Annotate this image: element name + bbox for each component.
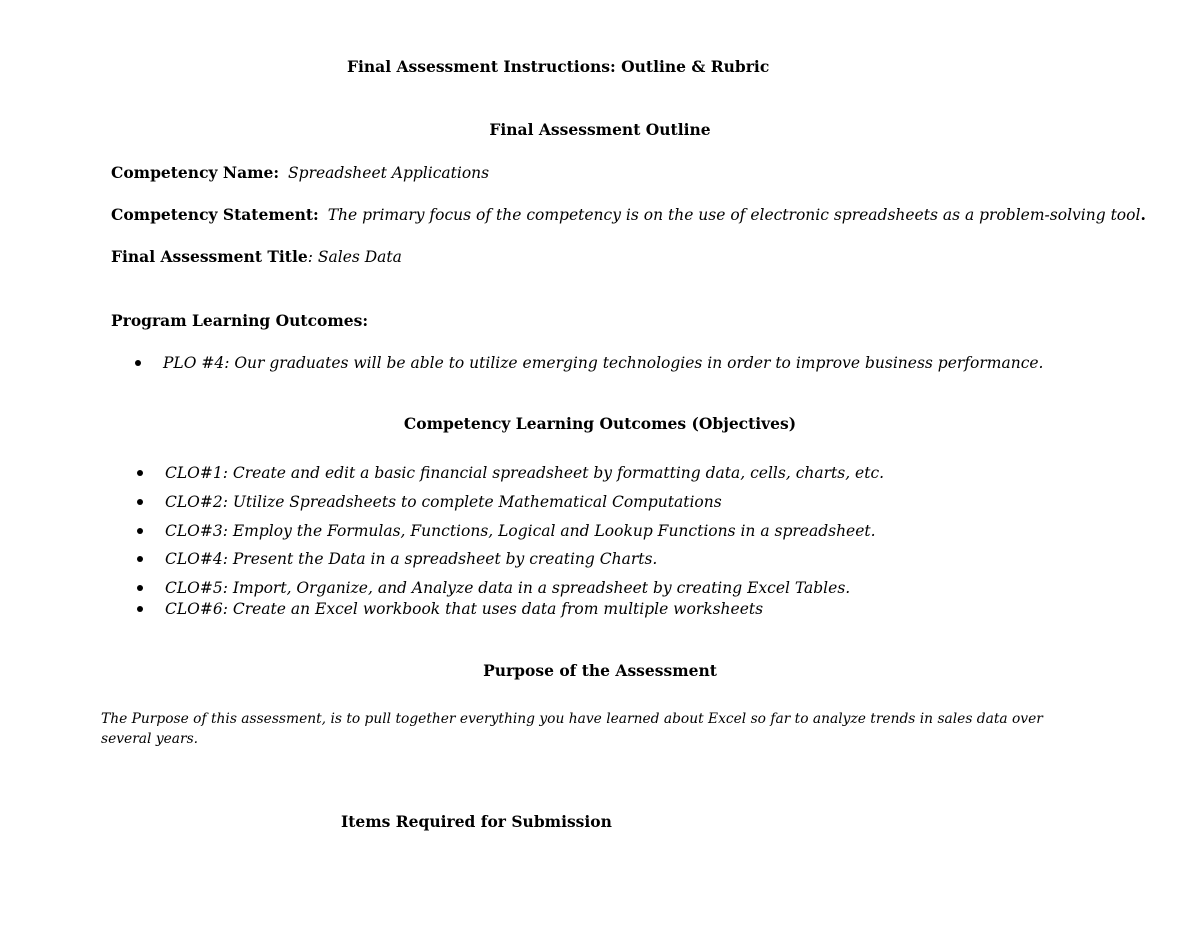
bullet-icon (137, 528, 143, 534)
purpose-heading: Purpose of the Assessment (483, 661, 717, 680)
competency-statement-value: The primary focus of the competency is on the use of electronic spreadsheets as a problem-solving tool (327, 206, 1141, 224)
clo-item: CLO#3: Employ the Formulas, Functions, Logical and Lookup Functions in a spreadsheet. (165, 522, 876, 540)
competency-name-row (111, 163, 489, 182)
clo-item: CLO#5: Import, Organize, and Analyze data in a spreadsheet by creating Excel Tables. (165, 579, 851, 597)
clo-item: CLO#6: Create an Excel workbook that uses data from multiple worksheets (165, 600, 764, 618)
assessment-title-colon: : (307, 248, 313, 266)
main-title: Final Assessment Instructions: Outline & Rubric (347, 57, 770, 76)
competency-outcomes-heading: Competency Learning Outcomes (Objectives) (403, 414, 797, 433)
bullet-icon (137, 556, 143, 562)
program-outcomes-heading: Program Learning Outcomes: (111, 311, 369, 330)
assessment-title-value: Sales Data (317, 248, 402, 266)
clo-item: CLO#1: Create and edit a basic financial spreadsheet by formatting data, cells, charts, etc. (165, 464, 885, 482)
bullet-icon (137, 499, 143, 505)
competency-name-value: Spreadsheet Applications (288, 164, 490, 182)
competency-statement-period: . (1140, 205, 1146, 224)
clo-item: CLO#4: Present the Data in a spreadsheet by creating Charts. (165, 550, 658, 568)
plo-item: PLO #4: Our graduates will be able to utilize emerging technologies in order to improve business performance. (163, 354, 1044, 372)
bullet-icon (137, 585, 143, 591)
assessment-title-row (111, 247, 402, 266)
competency-name-label: Competency Name: (111, 163, 280, 182)
clo-item: CLO#2: Utilize Spreadsheets to complete Mathematical Computations (165, 493, 722, 511)
competency-statement-label: Competency Statement: (111, 205, 319, 224)
purpose-text: The Purpose of this assessment, is to pull together everything you have learned about Excel so far to analyze trends in sales data over several years. (101, 711, 1043, 747)
submission-heading: Items Required for Submission (341, 812, 612, 831)
competency-statement-row (111, 205, 1146, 224)
bullet-icon (137, 470, 143, 476)
assessment-title-label: Final Assessment Title (111, 247, 308, 266)
bullet-icon (135, 360, 141, 366)
bullet-icon (137, 606, 143, 612)
outline-heading: Final Assessment Outline (489, 120, 711, 139)
